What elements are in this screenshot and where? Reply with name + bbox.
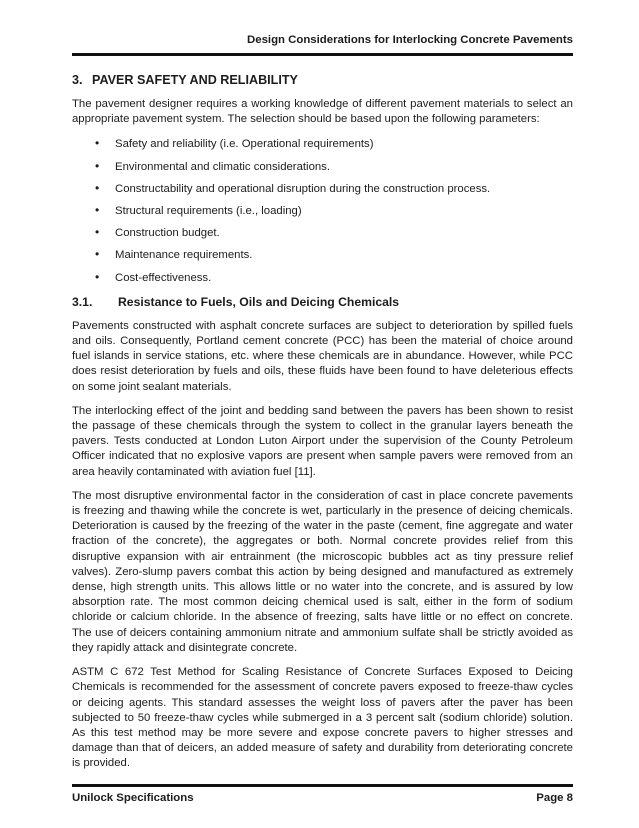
footer-rule (72, 784, 573, 787)
bullet-icon: • (95, 203, 100, 218)
bullet-icon: • (95, 247, 100, 262)
running-header-title: Design Considerations for Interlocking Concrete Pavements (247, 34, 573, 46)
section-heading (72, 72, 573, 88)
subsection-heading (72, 294, 573, 310)
section-number: 3. (72, 73, 83, 87)
subsection-number: 3.1. (72, 294, 93, 309)
intro-paragraph: The pavement designer requires a working knowledge of different pavement materials to select an appropriate pavement system. The selection should be based upon the following parameters: (72, 98, 573, 126)
header-rule (72, 53, 573, 56)
page-footer (72, 784, 573, 806)
list-item-text: Constructability and operational disruption during the construction process. (115, 182, 491, 195)
list-item-text: Construction budget. (115, 227, 220, 240)
list-item (72, 204, 573, 219)
section-title: PAVER SAFETY AND RELIABILITY (92, 73, 298, 87)
bullet-icon: • (95, 158, 100, 173)
list-item-text: Environmental and climatic considerations. (115, 160, 331, 173)
list-item (72, 137, 573, 152)
footer-page-number: Page 8 (536, 792, 573, 804)
body-paragraph: ASTM C 672 Test Method for Scaling Resistance of Concrete Surfaces Exposed to Deicing Chemicals is recommended for the assessment of concrete pavers exposed to freeze-thaw cycles or deicing agents. This standard assesses the weight loss of pavers after the paver has been subjected to 50 freeze-thaw cycles while submerged in a 3 percent salt (sodium chloride) solution. As this test method may be more severe and expose concrete pavers to higher stresses and damage than that of deicers, an added measure of safety and durability from deteriorating concrete is provided. (72, 666, 573, 770)
page-content (72, 0, 573, 772)
body-paragraph: The interlocking effect of the joint and bedding sand between the pavers has been shown to resist the passage of these chemicals through the system to collect in the granular layers beneath the pavers. Tests conducted at London Luton Airport under the supervision of the County Petroleum Officer indicated that no explosive vapors are present when sample pavers were removed from an area heavily contaminated with aviation fuel [11]. (72, 404, 573, 478)
body-paragraph: Pavements constructed with asphalt concrete surfaces are subject to deterioration by spilled fuels and oils. Consequently, Portland cement concrete (PCC) has been the material of choice around fuel islands in service stations, etc. where these chemicals are in abundance. However, while PCC does resist deterioration by fuels and oils, these fluids have been found to have deleterious effects on some joint sealant materials. (72, 319, 573, 393)
list-item-text: Structural requirements (i.e., loading) (115, 205, 302, 218)
list-item (72, 160, 573, 175)
list-item (72, 271, 573, 286)
parameters-list (72, 137, 573, 285)
bullet-icon: • (95, 269, 100, 284)
list-item (72, 248, 573, 263)
bullet-icon: • (95, 225, 100, 240)
list-item-text: Safety and reliability (i.e. Operational requirements) (115, 138, 374, 151)
subsection-title: Resistance to Fuels, Oils and Deicing Chemicals (118, 294, 400, 309)
footer-document-name: Unilock Specifications (72, 792, 194, 804)
list-item-text: Cost-effectiveness. (115, 271, 212, 284)
bullet-icon: • (95, 136, 100, 151)
list-item-text: Maintenance requirements. (115, 249, 253, 262)
list-item (72, 182, 573, 197)
body-paragraph: The most disruptive environmental factor in the consideration of cast in place concrete pavements is freezing and thawing while the concrete is wet, particularly in the presence of deicing chemicals. Deterioration is caused by the freezing of the water in the paste (cement, fine aggregate and water fraction of the concrete), the aggregates or both. Normal concrete provides relief from this disruptive expansion with air entrainment (the microscopic bubbles act as tiny pressure relief valves). Zero-slump pavers combat this action by being designed and manufactured as extremely dense, high strength units. This allows little or no water into the concrete, and is assured by low absorption rate. The most common deicing chemical used is salt, either in the form of sodium chloride or calcium chloride. In the absence of freezing, salts have little or no effect on concrete. The use of deicers containing ammonium nitrate and ammonium sulfate shall be strictly avoided as they rapidly attack and disintegrate concrete. (72, 489, 573, 654)
list-item (72, 226, 573, 241)
bullet-icon: • (95, 180, 100, 195)
